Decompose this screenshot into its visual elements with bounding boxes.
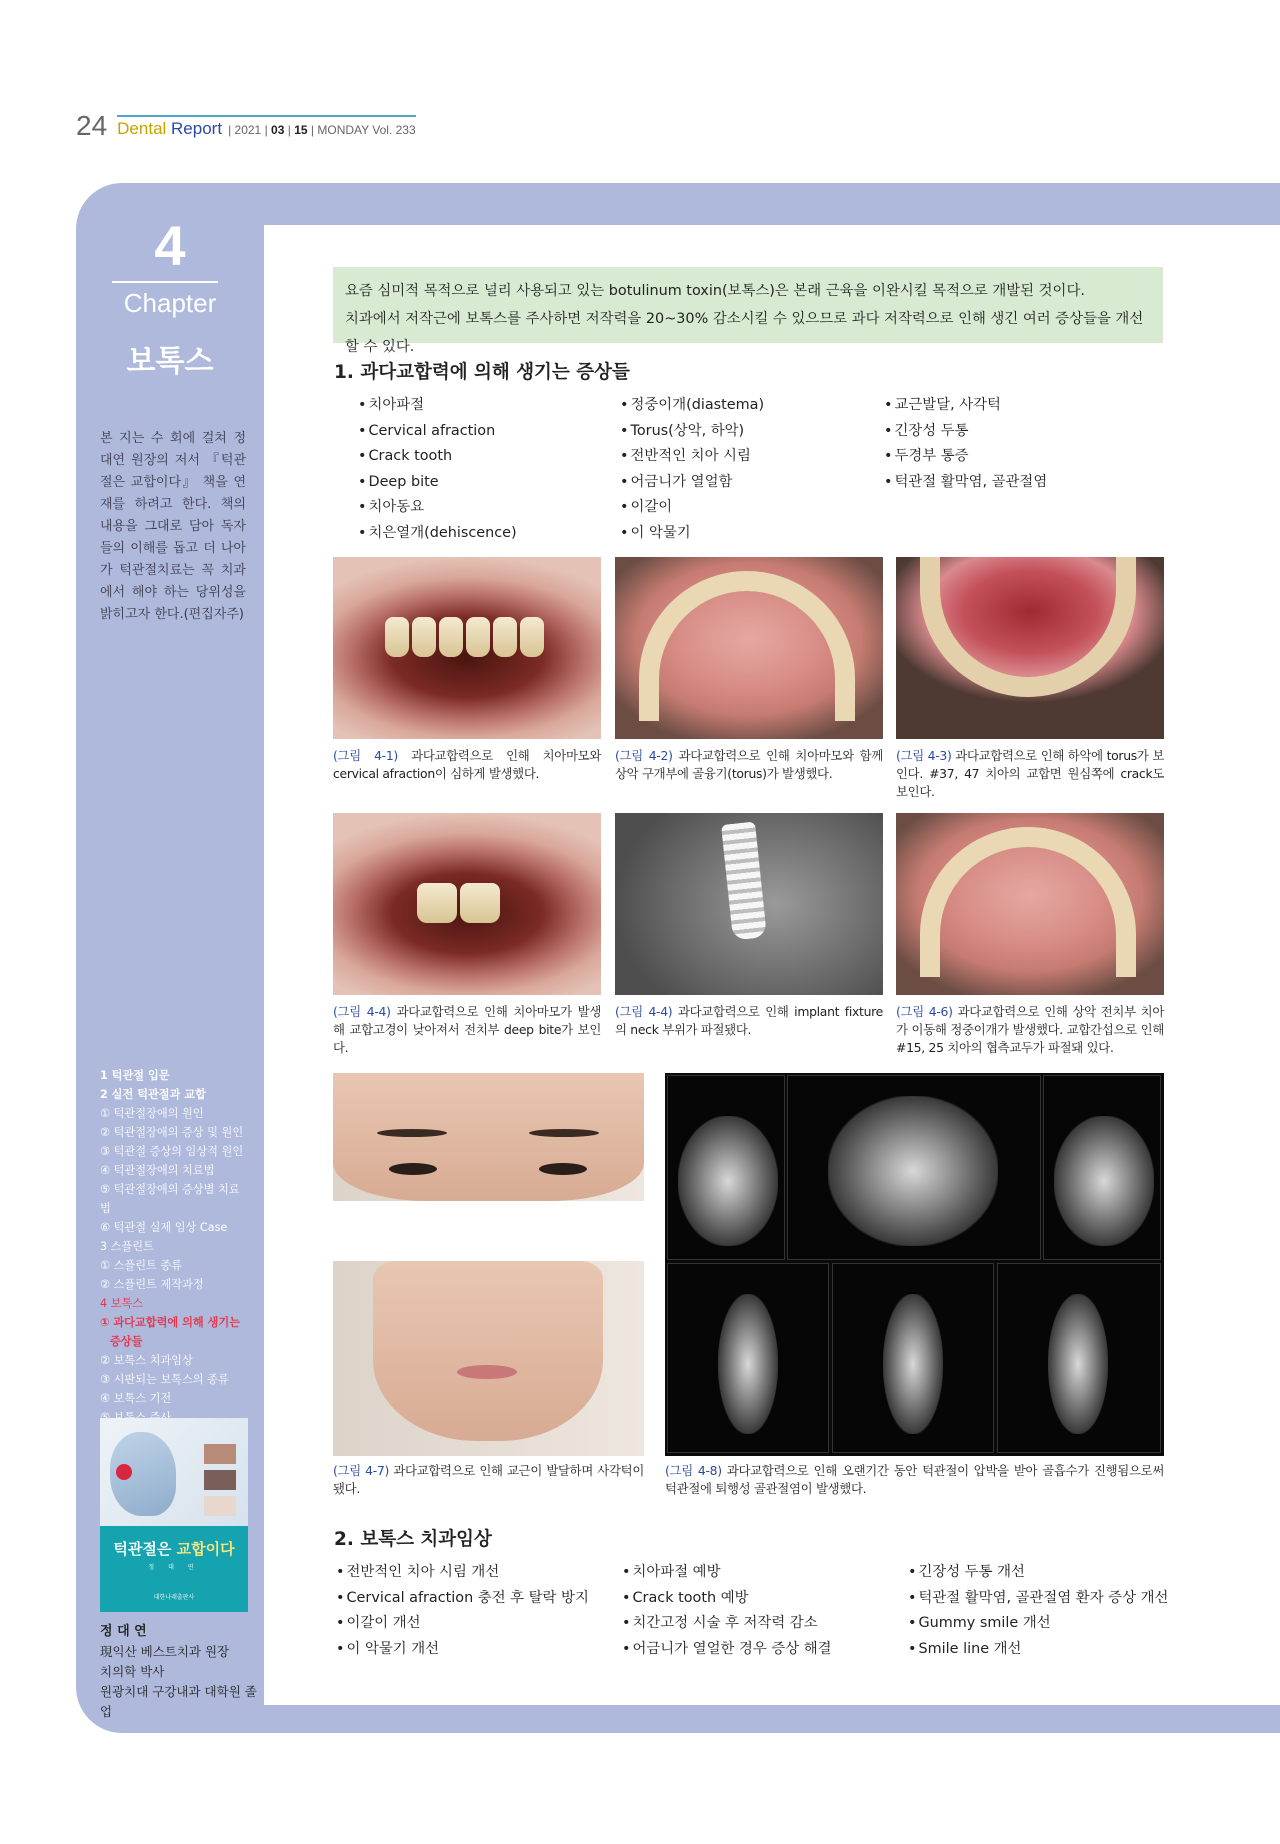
toc-item: ⑥ 턱관절 실제 임상 Case <box>100 1221 228 1234</box>
brand-report: Report <box>171 119 223 138</box>
publication-brand <box>117 115 416 140</box>
chapter-word: Chapter <box>123 288 217 318</box>
list-item: • 턱관절 활막염, 골관절염 환자 증상 개선 <box>908 1586 1168 1612</box>
lower-arch <box>920 557 1136 697</box>
author-line: 現익산 베스트치과 원장 <box>100 1644 230 1659</box>
figure-4-1-caption: (그림 4-1) 과다교합력으로 인해 치아마모와 cervical afraction이 심하게 발생했다. <box>333 748 601 781</box>
ct-pane <box>832 1263 994 1453</box>
book-author: 정 대 연 <box>148 1564 200 1571</box>
toc-item: 3 스플린트 <box>100 1240 154 1253</box>
figure-4-4-caption: (그림 4-4) 과다교합력으로 인해 치아마모가 발생해 교합고경이 낮아져서 전치부 deep bite가 보인다. <box>333 1004 601 1055</box>
figure-4-2-caption: (그림 4-2) 과다교합력으로 인해 치아마모와 함께 상악 구개부에 골융기(torus)가 발생했다. <box>615 748 883 781</box>
figure-4-7-caption: (그림 4-7) 과다교합력으로 인해 교근이 발달하며 사각턱이 됐다. <box>333 1463 644 1496</box>
section-2-heading: 2. 보톡스 치과임상 <box>334 1529 492 1550</box>
toc-item: ④ 턱관절장애의 치료법 <box>100 1164 215 1177</box>
issue-vol: MONDAY Vol. 233 <box>317 123 416 137</box>
cover-thumb <box>204 1496 236 1516</box>
ct-pane <box>787 1075 1041 1260</box>
book-title: 턱관절은 교합이다 <box>113 1540 235 1558</box>
list-item: • 전반적인 치아 시림 <box>620 444 764 470</box>
list-item: • 긴장성 두통 개선 <box>908 1560 1168 1586</box>
cover-thumb <box>204 1470 236 1490</box>
list-item: • 교근발달, 사각턱 <box>884 393 1047 419</box>
figure-4-5-caption: (그림 4-4) 과다교합력으로 인해 implant fixture의 neck 부위가 파절됐다. <box>615 1004 884 1037</box>
toc-item: ⑤ 턱관절장애의 증상별 치료법 <box>100 1183 240 1215</box>
list-item: • 정중이개(diastema) <box>620 393 764 419</box>
list-item: • 치아동요 <box>358 495 517 521</box>
list-item: • Crack tooth 예방 <box>622 1586 832 1612</box>
toc-item-current: ① 과다교합력에 의해 생기는 <box>100 1316 241 1329</box>
list-item: • 이 악물기 <box>620 521 764 547</box>
toc-item: ① 스플린트 종류 <box>100 1259 182 1272</box>
figure-4-7-face-upper <box>333 1073 644 1201</box>
list-item: • 치간고정 시술 후 저작력 감소 <box>622 1611 832 1637</box>
list-item: • 치아파절 <box>358 393 517 419</box>
list-item: • 전반적인 치아 시림 개선 <box>336 1560 589 1586</box>
toc-item: 2 실전 턱관절과 교합 <box>100 1088 206 1101</box>
list-item: • Torus(상악, 하악) <box>620 419 764 445</box>
book-cover-illustration <box>100 1418 248 1526</box>
author-info <box>100 1622 260 1722</box>
ct-pane <box>997 1263 1161 1453</box>
list-item: • 치은열개(dehiscence) <box>358 521 517 547</box>
list-item: • Smile line 개선 <box>908 1637 1168 1663</box>
ct-pane <box>1043 1075 1161 1260</box>
toc-item: ③ 시판되는 보톡스의 종류 <box>100 1373 229 1386</box>
figure-4-3-photo <box>896 557 1164 739</box>
list-item: • Crack tooth <box>358 444 517 470</box>
issue-month: 03 <box>271 123 285 137</box>
toc-item-current: 증상들 <box>110 1335 143 1348</box>
list-item: • Cervical afraction <box>358 419 517 445</box>
author-name: 정 대 연 <box>100 1624 147 1639</box>
toc-item: ② 턱관절장애의 증상 및 원인 <box>100 1126 244 1139</box>
toc-item: ② 스플린트 제작과정 <box>100 1278 204 1291</box>
issue-day: 15 <box>294 123 308 137</box>
figure-4-6-caption: (그림 4-6) 과다교합력으로 인해 상악 전치부 치아가 이동해 정중이개가 발생했다. 교합간섭으로 인해 #15, 25 치아의 협측교두가 파절돼 있다. <box>896 1004 1164 1055</box>
tmj-highlight <box>116 1464 132 1480</box>
cover-thumb <box>204 1444 236 1464</box>
editor-note: 본 지는 수 회에 걸쳐 정대연 원장의 저서 『턱관절은 교합이다』 책을 연재를 하려고 한다. 책의 내용을 그대로 담아 독자들의 이해를 돕고 더 나아가 턱관절치료는 꼭 치과에서 해야 하는 당위성을 밝히고자 한다.(편집자주) <box>100 431 246 622</box>
upper-arch <box>920 827 1136 977</box>
author-line: 원광치대 구강내과 대학원 졸업 <box>100 1684 257 1719</box>
implant-fixture <box>721 822 767 941</box>
clinical-list-2 <box>622 1560 832 1662</box>
chapter-number: 4 <box>154 214 186 277</box>
brand-dental: Dental <box>117 119 167 138</box>
ct-pane <box>667 1263 829 1453</box>
section-1-heading: 1. 과다교합력에 의해 생기는 증상들 <box>334 362 630 383</box>
list-item: • Deep bite <box>358 470 517 496</box>
toc-item: ③ 턱관절 증상의 임상적 원인 <box>100 1145 244 1158</box>
figure-4-6-photo <box>896 813 1164 995</box>
list-item: • 어금니가 열얼한 경우 증상 해결 <box>622 1637 832 1663</box>
list-item: • 턱관절 활막염, 골관절염 <box>884 470 1047 496</box>
list-item: • 이 악물기 개선 <box>336 1637 589 1663</box>
list-item: • Gummy smile 개선 <box>908 1611 1168 1637</box>
list-item: • 치아파절 예방 <box>622 1560 832 1586</box>
list-item: • 이갈이 개선 <box>336 1611 589 1637</box>
list-item: • Cervical afraction 충전 후 탈락 방지 <box>336 1586 589 1612</box>
issue-year: 2021 <box>234 123 262 137</box>
summary-line: 요즘 심미적 목적으로 널리 사용되고 있는 botulinum toxin(보톡스)은 본래 근육을 이완시킬 목적으로 개발된 것이다. <box>345 283 1085 299</box>
chapter-title: 보톡스 <box>126 344 214 379</box>
figure-4-1-photo <box>333 557 601 739</box>
toc-item: ① 턱관절장애의 원인 <box>100 1107 204 1120</box>
symptom-list-2 <box>620 393 764 546</box>
figure-4-3-caption: (그림 4-3) 과다교합력으로 인해 하악에 torus가 보인다. #37, 47 치아의 교합면 원심쪽에 crack도 보인다. <box>896 748 1165 799</box>
summary-box <box>333 267 1163 355</box>
figure-4-2-photo <box>615 557 883 739</box>
symptom-list-1 <box>358 393 517 546</box>
front-teeth <box>417 883 500 923</box>
clinical-list-1 <box>336 1560 589 1662</box>
upper-teeth <box>385 617 544 657</box>
toc-item: ② 보톡스 치과임상 <box>100 1354 193 1367</box>
clinical-list-3 <box>908 1560 1168 1662</box>
toc-item: ④ 보톡스 기전 <box>100 1392 172 1405</box>
toc-item-current-chapter: 4 보톡스 <box>100 1297 144 1310</box>
figure-4-5-xray <box>615 813 883 995</box>
page-number: 24 <box>76 110 108 141</box>
issue-meta: | 2021 | 03 | 15 | MONDAY Vol. 233 <box>228 123 416 137</box>
upper-arch <box>639 571 855 721</box>
book-cover <box>100 1418 248 1612</box>
figure-4-8-ct-scan <box>665 1073 1164 1456</box>
toc-item: 1 턱관절 입문 <box>100 1069 170 1082</box>
list-item: • 어금니가 열얼함 <box>620 470 764 496</box>
list-item: • 두경부 통증 <box>884 444 1047 470</box>
list-item: • 이갈이 <box>620 495 764 521</box>
summary-line: 치과에서 저작근에 보톡스를 주사하면 저작력을 20~30% 감소시킬 수 있으므로 과다 저작력으로 인해 생긴 여러 증상들을 개선할 수 있다. <box>345 311 1144 355</box>
figure-4-8-caption: (그림 4-8) 과다교합력으로 인해 오랜기간 동안 턱관절이 압박을 받아 골흡수가 진행됨으로써 턱관절에 퇴행성 골관절염이 발생했다. <box>665 1463 1164 1496</box>
figure-4-7-face-lower <box>333 1261 644 1456</box>
book-publisher: 대한나래출판사 <box>153 1594 195 1601</box>
chapter-divider <box>112 281 218 283</box>
symptom-list-3 <box>884 393 1047 495</box>
series-toc <box>100 1066 250 1427</box>
author-line: 치의학 박사 <box>100 1664 165 1679</box>
figure-4-4-photo <box>333 813 601 995</box>
ct-pane <box>667 1075 785 1260</box>
list-item: • 긴장성 두통 <box>884 419 1047 445</box>
page-header <box>76 108 416 140</box>
